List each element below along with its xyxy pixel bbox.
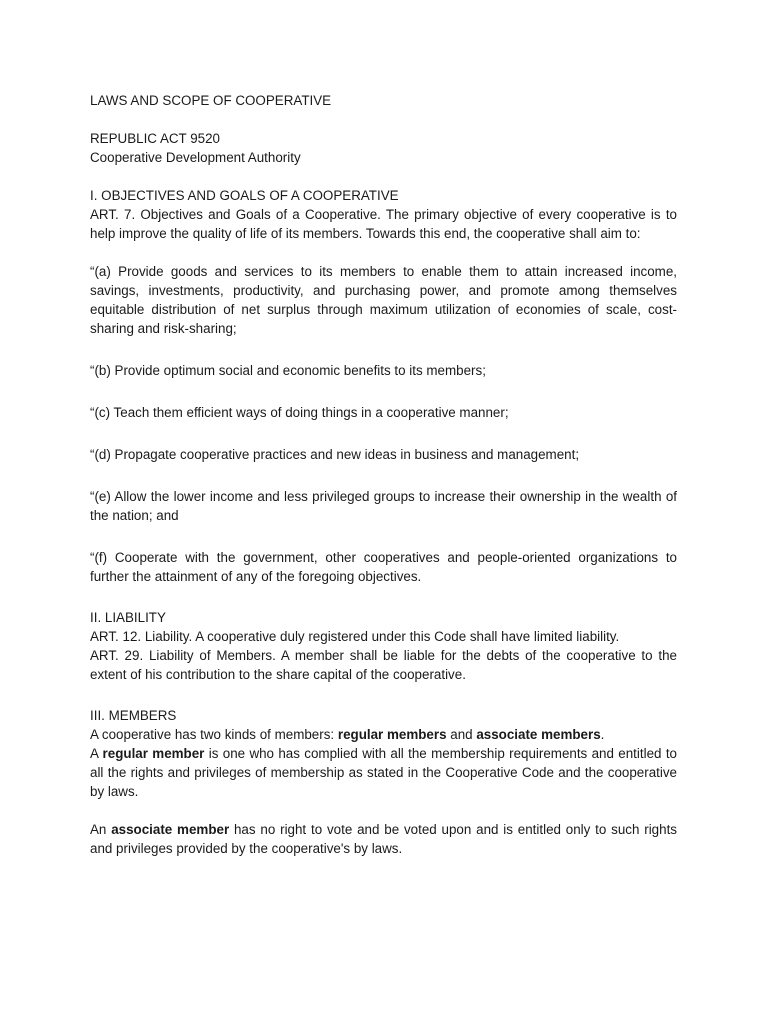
member-kinds-end: . <box>600 727 605 742</box>
objective-item-f: “(f) Cooperate with the government, other cooperatives and people-oriented organizations to further the attainment of any of the foregoing objectives. <box>90 550 677 584</box>
associate-prefix: An <box>90 822 112 837</box>
document-title: LAWS AND SCOPE OF COOPERATIVE <box>90 93 332 108</box>
regular-prefix: A <box>90 746 103 761</box>
objective-item-b: “(b) Provide optimum social and economic benefits to its members; <box>90 363 486 378</box>
regular-member-rest: is one who has complied with all the membership requirements and entitled to all the rights and privileges of membership as stated in the Cooperative Code and the cooperative by laws. <box>90 746 677 799</box>
article-29-text: ART. 29. Liability of Members. A member shall be liable for the debts of the cooperative to the extent of his contribution to the share capital of the cooperative. <box>90 648 677 682</box>
objective-item-a: “(a) Provide goods and services to its members to enable them to attain increased income, savings, investments, productivity, and purchasing power, and promote among themselves equitable distribution of net surplus through maximum utilization of economies of scale, cost-sharing and risk-sharing; <box>90 264 677 336</box>
associate-member-definition <box>90 820 677 858</box>
article-7-text: ART. 7. Objectives and Goals of a Cooperative. The primary objective of every cooperative is to help improve the quality of life of its members. Towards this end, the cooperative shall aim to: <box>90 207 677 241</box>
member-kinds-and: and <box>446 727 477 742</box>
regular-member-term: regular member <box>102 746 205 761</box>
section-heading-objectives: I. OBJECTIVES AND GOALS OF A COOPERATIVE <box>90 188 399 203</box>
regular-members-term: regular members <box>337 727 447 742</box>
associate-member-term: associate member <box>111 822 230 837</box>
associate-member-rest: has no right to vote and be voted upon and is entitled only to such rights and privileges provided by the cooperative's by laws. <box>90 822 677 856</box>
section-heading-liability: II. LIABILITY <box>90 610 166 625</box>
section-heading-members: III. MEMBERS <box>90 708 177 723</box>
objective-item-c: “(c) Teach them efficient ways of doing things in a cooperative manner; <box>90 405 509 420</box>
article-12-text: ART. 12. Liability. A cooperative duly registered under this Code shall have limited liability. <box>90 629 620 644</box>
member-kinds-prefix: A cooperative has two kinds of members: <box>90 727 338 742</box>
authority-name: Cooperative Development Authority <box>90 150 301 165</box>
member-kinds-text <box>90 725 677 744</box>
document-page <box>90 91 677 858</box>
objective-item-e: “(e) Allow the lower income and less privileged groups to increase their ownership in the wealth of the nation; and <box>90 489 677 523</box>
associate-members-term: associate members <box>476 727 601 742</box>
objective-item-d: “(d) Propagate cooperative practices and new ideas in business and management; <box>90 447 580 462</box>
act-number: REPUBLIC ACT 9520 <box>90 131 221 146</box>
regular-member-definition <box>90 744 677 801</box>
